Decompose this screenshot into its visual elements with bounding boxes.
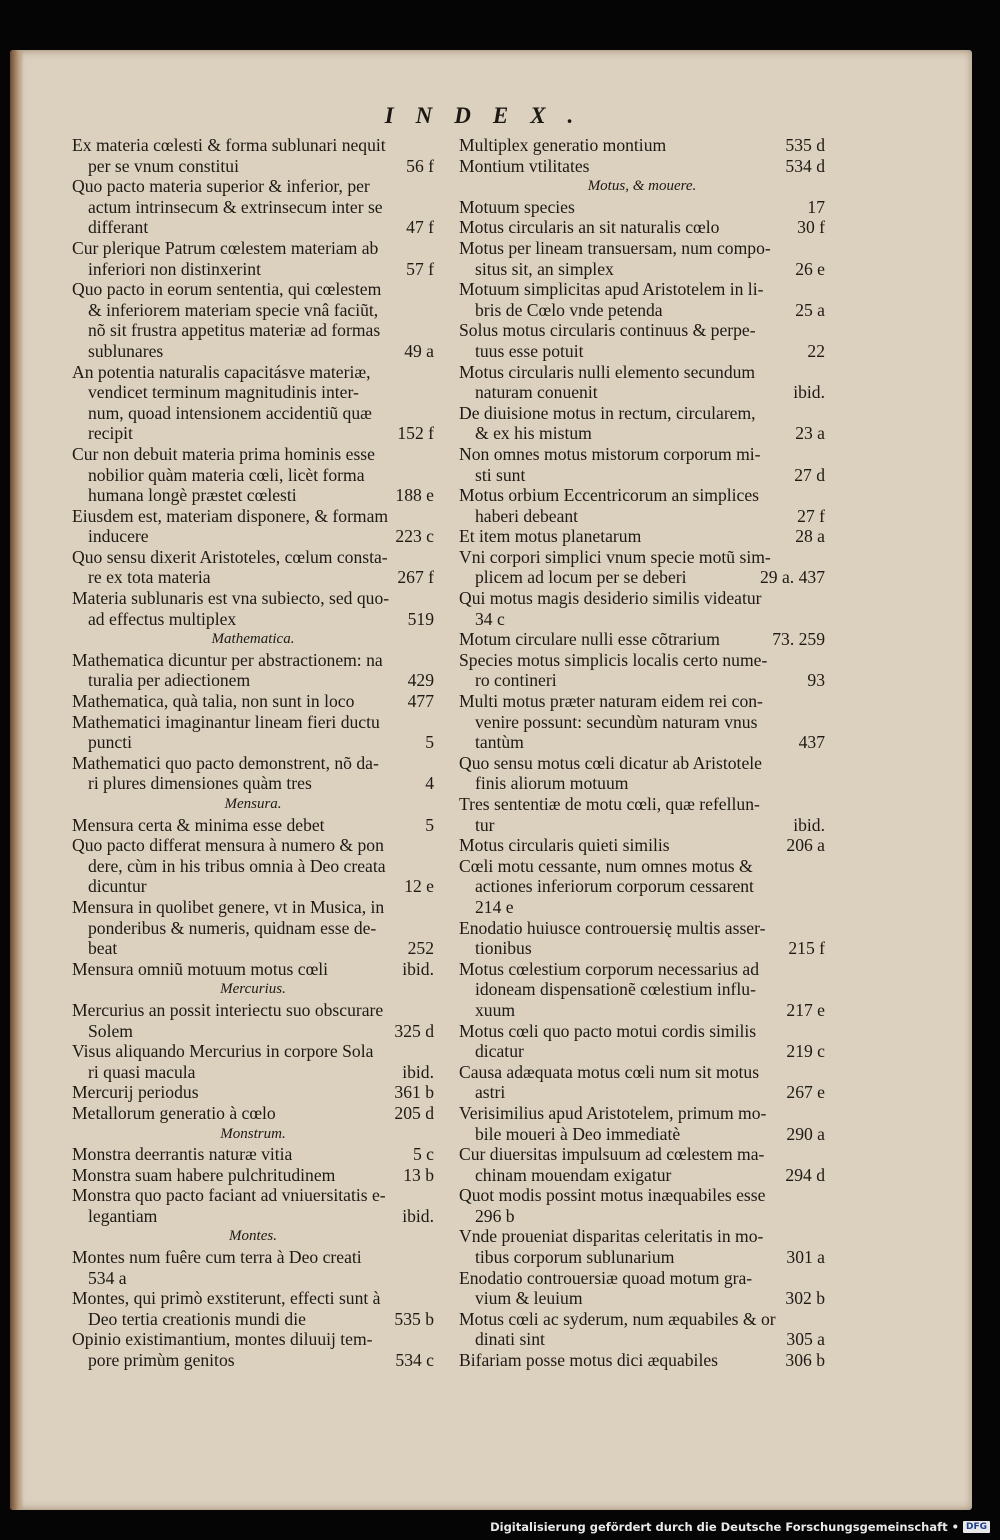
entry-line: Multi motus præter naturam eidem rei con- bbox=[459, 691, 763, 712]
page-reference: 47 f bbox=[400, 217, 434, 238]
page-reference: 152 f bbox=[391, 423, 434, 444]
entry-line: num, quoad intensionem accidentiũ quæ bbox=[88, 402, 372, 423]
entry-line: Motus circularis quieti similis bbox=[459, 835, 670, 856]
page-reference: 27 f bbox=[791, 506, 825, 527]
entry-line: Mathematici quo pacto demonstrent, nõ da- bbox=[72, 752, 379, 773]
page-reference: 56 f bbox=[400, 156, 434, 177]
entry-line: Montes num fuêre cum terra à Deo creati bbox=[72, 1247, 362, 1268]
entry-line: dinati sint bbox=[475, 1329, 545, 1350]
entry-line: Monstra quo pacto faciant ad vniuersitatis e- bbox=[72, 1185, 386, 1206]
page-reference: 361 b bbox=[388, 1082, 434, 1103]
page-reference: 73. 259 bbox=[766, 629, 825, 650]
entry-line: Multiplex generatio montium bbox=[459, 135, 667, 155]
page-reference: ibid. bbox=[787, 815, 825, 836]
page-reference: ibid. bbox=[396, 1062, 434, 1083]
page-reference: 28 a bbox=[789, 526, 825, 547]
entry-line: sti sunt bbox=[475, 464, 526, 485]
page-reference: 534 d bbox=[779, 156, 825, 177]
section-heading: Mathematica. bbox=[211, 631, 295, 648]
entry-line: Mercurij periodus bbox=[72, 1082, 199, 1103]
entry-line: pore primùm genitos bbox=[88, 1350, 235, 1371]
page-reference: ibid. bbox=[396, 1206, 434, 1227]
index-entry bbox=[459, 238, 825, 279]
entry-line: Deo tertia creationis mundi die bbox=[88, 1308, 306, 1329]
page-reference: 535 b bbox=[388, 1309, 434, 1330]
entry-line: Motus cœlestium corporum necessarius ad bbox=[459, 958, 760, 979]
index-entry bbox=[72, 1185, 434, 1226]
section-heading: Motus, & mouere. bbox=[587, 178, 697, 195]
entry-line: Motus circularis an sit naturalis cœlo bbox=[459, 217, 720, 238]
entry-line: Quo pacto materia superior & inferior, per bbox=[72, 176, 370, 197]
entry-line: humana longè præstet cœlesti bbox=[88, 485, 297, 506]
entry-line: astri bbox=[475, 1082, 506, 1103]
entry-line: Vnde proueniat disparitas celeritatis in mo- bbox=[459, 1226, 764, 1247]
entry-line: re ex tota materia bbox=[88, 567, 211, 588]
page-reference: 49 a bbox=[398, 341, 434, 362]
entry-line: idoneam dispensationẽ cœlestium influ- bbox=[475, 979, 756, 1000]
section-heading: Monstrum. bbox=[220, 1125, 286, 1142]
entry-line: Mathematici imaginantur lineam fieri ductu bbox=[72, 711, 380, 732]
index-entry bbox=[72, 650, 434, 691]
entry-line: tur bbox=[475, 814, 495, 835]
dfg-logo: DFG bbox=[963, 1521, 990, 1533]
page-reference: 30 f bbox=[791, 217, 825, 238]
entry-line: Bifariam posse motus dici æquabiles bbox=[459, 1350, 718, 1371]
index-entry bbox=[459, 1103, 825, 1144]
index-entry bbox=[72, 1000, 434, 1041]
entry-line: sublunares bbox=[88, 340, 164, 361]
entry-line: Visus aliquando Mercurius in corpore Sola bbox=[72, 1041, 374, 1062]
page-reference: 5 bbox=[419, 732, 434, 753]
index-entry bbox=[459, 753, 825, 794]
index-entry bbox=[72, 712, 434, 753]
index-entry bbox=[72, 835, 434, 897]
index-entry bbox=[72, 279, 434, 361]
entry-line: Montium vtilitates bbox=[459, 155, 590, 176]
entry-line: situs sit, an simplex bbox=[475, 258, 614, 279]
entry-line: turalia per adiectionem bbox=[88, 670, 251, 691]
digitization-footer bbox=[490, 1520, 990, 1534]
index-entry bbox=[459, 197, 825, 218]
index-entry bbox=[459, 403, 825, 444]
page-reference: 302 b bbox=[779, 1288, 825, 1309]
entry-line: Species motus simplicis localis certo nume- bbox=[459, 649, 768, 670]
page-reference: 290 a bbox=[780, 1124, 825, 1145]
index-entry bbox=[459, 1185, 825, 1226]
entry-line: Motus orbium Eccentricorum an simplices bbox=[459, 485, 760, 506]
entry-line: ponderibus & numeris, quidnam esse de- bbox=[88, 917, 377, 938]
index-entry bbox=[72, 1165, 434, 1186]
index-entry bbox=[459, 485, 825, 526]
entry-line: tantùm bbox=[475, 732, 524, 753]
index-entry bbox=[72, 1082, 434, 1103]
page-reference: 219 c bbox=[780, 1041, 825, 1062]
entry-line: bris de Cœlo vnde petenda bbox=[475, 299, 663, 320]
entry-line: Quo sensu motus cœli dicatur ab Aristotele bbox=[459, 752, 762, 773]
index-entry bbox=[72, 815, 434, 836]
index-entry bbox=[459, 320, 825, 361]
index-entry bbox=[72, 362, 434, 444]
entry-line: Motus per lineam transuersam, num compo- bbox=[459, 237, 771, 258]
index-entry bbox=[459, 1062, 825, 1103]
index-entry bbox=[459, 526, 825, 547]
entry-line: inferiori non distinxerint bbox=[88, 258, 261, 279]
entry-line: & inferiorem materiam specie vnâ faciũt, bbox=[88, 299, 379, 320]
page-reference: 188 e bbox=[389, 485, 434, 506]
entry-line: Cur diuersitas impulsuum ad cœlestem ma- bbox=[459, 1144, 765, 1165]
section-heading: Mensura. bbox=[224, 796, 282, 812]
index-entry bbox=[459, 1144, 825, 1185]
index-entry bbox=[72, 135, 434, 176]
index-entry bbox=[459, 217, 825, 238]
entry-line: dicatur bbox=[475, 1041, 524, 1062]
index-entry bbox=[72, 588, 434, 629]
index-entry bbox=[72, 1247, 434, 1288]
page-reference: 477 bbox=[402, 691, 434, 712]
page-reference: 29 a. 437 bbox=[754, 567, 825, 588]
entry-line: bile moueri à Deo immediatè bbox=[475, 1123, 681, 1144]
page-reference: 17 bbox=[801, 197, 825, 218]
page-reference: 5 bbox=[419, 815, 434, 836]
entry-line: vium & leuium bbox=[475, 1288, 583, 1309]
entry-line: xuum bbox=[475, 999, 516, 1020]
entry-line: 34 c bbox=[475, 608, 505, 629]
entry-line: Mathematica dicuntur per abstractionem: na bbox=[72, 649, 383, 670]
entry-line: Monstra deerrantis naturæ vitia bbox=[72, 1144, 293, 1165]
page-reference: 25 a bbox=[789, 300, 825, 321]
entry-line: Mensura omniũ motuum motus cœli bbox=[72, 958, 329, 979]
page-reference: 23 a bbox=[789, 423, 825, 444]
page-reference: 22 bbox=[801, 341, 825, 362]
entry-line: Motus circularis nulli elemento secundum bbox=[459, 361, 756, 382]
entry-line: finis aliorum motuum bbox=[475, 773, 629, 794]
index-entry bbox=[459, 629, 825, 650]
entry-line: Non omnes motus mistorum corporum mi- bbox=[459, 443, 761, 464]
page-reference: 267 f bbox=[391, 567, 434, 588]
index-entry bbox=[72, 238, 434, 279]
page-reference: 223 c bbox=[389, 526, 434, 547]
index-entry bbox=[459, 1350, 825, 1371]
page-reference: 5 c bbox=[407, 1144, 434, 1165]
page-reference: 429 bbox=[402, 670, 434, 691]
left-column bbox=[72, 135, 434, 1371]
right-column bbox=[459, 135, 825, 1371]
page-reference: 26 e bbox=[789, 259, 825, 280]
index-entry bbox=[72, 959, 434, 980]
entry-line: venire possunt: secundùm naturam vnus bbox=[475, 711, 758, 732]
entry-line: 296 b bbox=[475, 1205, 515, 1226]
page-reference: 57 f bbox=[400, 259, 434, 280]
page-reference: 306 b bbox=[779, 1350, 825, 1371]
entry-line: Monstra suam habere pulchritudinem bbox=[72, 1164, 336, 1185]
entry-line: Solus motus circularis continuus & perpe- bbox=[459, 320, 756, 341]
entry-line: dicuntur bbox=[88, 876, 147, 897]
page-reference: 301 a bbox=[780, 1247, 825, 1268]
page-reference: 205 d bbox=[388, 1103, 434, 1124]
entry-line: ri quasi macula bbox=[88, 1061, 196, 1082]
entry-line: Cur plerique Patrum cœlestem materiam ab bbox=[72, 237, 379, 258]
entry-line: tionibus bbox=[475, 938, 532, 959]
entry-line: nobilior quàm materia cœli, licèt forma bbox=[88, 464, 365, 485]
entry-line: Enodatio huiusce controuersię multis asser- bbox=[459, 917, 766, 938]
entry-line: Mensura certa & minima esse debet bbox=[72, 814, 325, 835]
entry-line: 534 a bbox=[88, 1267, 127, 1288]
page-reference: 215 f bbox=[782, 938, 825, 959]
page-spine-shadow bbox=[10, 50, 24, 1510]
index-entry bbox=[459, 856, 825, 918]
entry-line: plicem ad locum per se deberi bbox=[475, 567, 687, 588]
entry-line: Eiusdem est, materiam disponere, & formam bbox=[72, 505, 389, 526]
entry-line: Mathematica, quà talia, non sunt in loco bbox=[72, 691, 355, 712]
index-entry bbox=[459, 1226, 825, 1267]
entry-line: Mensura in quolibet genere, vt in Musica, in bbox=[72, 896, 385, 917]
entry-line: Motuum simplicitas apud Aristotelem in li- bbox=[459, 279, 764, 300]
entry-line: vendicet terminum magnitudinis inter- bbox=[88, 382, 359, 403]
entry-line: Metallorum generatio à cœlo bbox=[72, 1102, 276, 1123]
index-entry bbox=[72, 547, 434, 588]
entry-line: Quo pacto in eorum sententia, qui cœlestem bbox=[72, 279, 382, 300]
entry-line: differant bbox=[88, 217, 149, 238]
page-reference: 12 e bbox=[398, 876, 434, 897]
index-entry bbox=[459, 691, 825, 753]
page-reference: 27 d bbox=[788, 465, 825, 486]
entry-line: dere, cùm in his tribus omnia à Deo creata bbox=[88, 855, 386, 876]
entry-line: actiones inferiorum corporum cessarent bbox=[475, 876, 754, 897]
entry-line: Et item motus planetarum bbox=[459, 526, 642, 547]
index-entry bbox=[459, 156, 825, 177]
index-entry bbox=[72, 1041, 434, 1082]
entry-line: Cœli motu cessante, num omnes motus & bbox=[459, 855, 753, 876]
index-entry bbox=[72, 506, 434, 547]
index-entry bbox=[459, 959, 825, 1021]
index-entry bbox=[459, 444, 825, 485]
book-page bbox=[10, 50, 972, 1510]
index-entry bbox=[459, 1309, 825, 1350]
entry-line: Cur non debuit materia prima hominis esse bbox=[72, 443, 375, 464]
page-reference: 534 c bbox=[389, 1350, 434, 1371]
entry-line: Motuum species bbox=[459, 196, 575, 217]
entry-line: Enodatio controuersiæ quoad motum gra- bbox=[459, 1267, 753, 1288]
entry-line: tibus corporum sublunarium bbox=[475, 1247, 675, 1268]
entry-line: inducere bbox=[88, 526, 149, 547]
index-entry bbox=[72, 176, 434, 238]
entry-line: naturam conuenit bbox=[475, 382, 598, 403]
index-entry bbox=[459, 650, 825, 691]
entry-line: Mercurius an possit interiectu suo obscurare bbox=[72, 999, 384, 1020]
entry-line: tuus esse potuit bbox=[475, 340, 584, 361]
page-reference: 4 bbox=[419, 773, 434, 794]
page-reference: 217 e bbox=[780, 1000, 825, 1021]
entry-line: & ex his mistum bbox=[475, 423, 592, 444]
index-entry bbox=[459, 135, 825, 156]
page-reference: 294 d bbox=[779, 1165, 825, 1186]
page-reference: 206 a bbox=[780, 835, 825, 856]
index-entry bbox=[72, 753, 434, 794]
entry-line: ri plures dimensiones quàm tres bbox=[88, 773, 312, 794]
section-heading: Montes. bbox=[229, 1228, 277, 1245]
entry-line: An potentia naturalis capacitásve materiæ, bbox=[72, 361, 371, 382]
entry-line: De diuisione motus in rectum, circularem, bbox=[459, 402, 756, 423]
page-header: INDEX. bbox=[384, 103, 596, 128]
index-entry bbox=[72, 691, 434, 712]
entry-line: nõ sit frustra appetitus materiæ ad formas bbox=[88, 320, 381, 341]
index-entry bbox=[72, 1144, 434, 1165]
entry-line: puncti bbox=[88, 732, 132, 753]
entry-line: Motus cœli quo pacto motui cordis similis bbox=[459, 1020, 757, 1041]
page-reference: ibid. bbox=[396, 959, 434, 980]
page-reference: 437 bbox=[793, 732, 825, 753]
index-entry bbox=[72, 1329, 434, 1370]
entry-line: Solem bbox=[88, 1020, 133, 1041]
entry-line: Qui motus magis desiderio similis videatur bbox=[459, 588, 762, 609]
index-entry bbox=[72, 897, 434, 959]
index-entry bbox=[459, 362, 825, 403]
page-reference: 535 d bbox=[779, 135, 825, 156]
entry-line: Materia sublunaris est vna subiecto, sed quo- bbox=[72, 588, 390, 609]
page-reference: 305 a bbox=[780, 1329, 825, 1350]
index-entry bbox=[459, 279, 825, 320]
index-entry bbox=[72, 444, 434, 506]
entry-line: Ex materia cœlesti & forma sublunari nequit bbox=[72, 135, 386, 155]
entry-line: beat bbox=[88, 938, 118, 959]
entry-line: per se vnum constitui bbox=[88, 155, 239, 176]
page-reference: 325 d bbox=[388, 1021, 434, 1042]
page-reference: 267 e bbox=[780, 1082, 825, 1103]
entry-line: actum intrinsecum & extrinsecum inter se bbox=[88, 196, 383, 217]
entry-line: recipit bbox=[88, 423, 133, 444]
entry-line: ad effectus multiplex bbox=[88, 608, 237, 629]
index-entry bbox=[459, 794, 825, 835]
index-entry bbox=[459, 547, 825, 588]
entry-line: Verisimilius apud Aristotelem, primum mo- bbox=[459, 1102, 767, 1123]
entry-line: Montes, qui primò exstiterunt, effecti sunt à bbox=[72, 1288, 381, 1309]
index-entry bbox=[459, 1021, 825, 1062]
index-entry bbox=[459, 835, 825, 856]
entry-line: legantiam bbox=[88, 1205, 158, 1226]
entry-line: Motum circulare nulli esse cõtrarium bbox=[459, 629, 720, 650]
page-reference: 519 bbox=[402, 609, 434, 630]
page-reference: 13 b bbox=[397, 1165, 434, 1186]
entry-line: Motus cœli ac syderum, num æquabiles & or bbox=[459, 1308, 776, 1329]
entry-line: Vni corpori simplici vnum specie motũ sim- bbox=[459, 546, 771, 567]
section-heading: Mercurius. bbox=[220, 981, 286, 998]
page-reference: 93 bbox=[801, 670, 825, 691]
index-entry bbox=[72, 1103, 434, 1124]
entry-line: ro contineri bbox=[475, 670, 557, 691]
entry-line: haberi debeant bbox=[475, 505, 579, 526]
page-reference: ibid. bbox=[787, 382, 825, 403]
index-entry bbox=[459, 588, 825, 629]
entry-line: Quot modis possint motus inæquabiles esse bbox=[459, 1185, 766, 1206]
entry-line: Causa adæquata motus cœli num sit motus bbox=[459, 1061, 760, 1082]
index-entry bbox=[459, 1268, 825, 1309]
index-entry bbox=[459, 918, 825, 959]
page-reference: 252 bbox=[402, 938, 434, 959]
entry-line: Quo pacto differat mensura à numero & pon bbox=[72, 835, 384, 856]
entry-line: Quo sensu dixerit Aristoteles, cœlum consta- bbox=[72, 546, 388, 567]
entry-line: chinam mouendam exigatur bbox=[475, 1164, 672, 1185]
entry-line: Opinio existimantium, montes diluuij tem- bbox=[72, 1329, 373, 1350]
footer-text: Digitalisierung gefördert durch die Deutsche Forschungsgemeinschaft • bbox=[490, 1520, 959, 1534]
entry-line: 214 e bbox=[475, 896, 514, 917]
entry-line: Tres sententiæ de motu cœli, quæ refellun- bbox=[459, 794, 760, 814]
index-entry bbox=[72, 1288, 434, 1329]
